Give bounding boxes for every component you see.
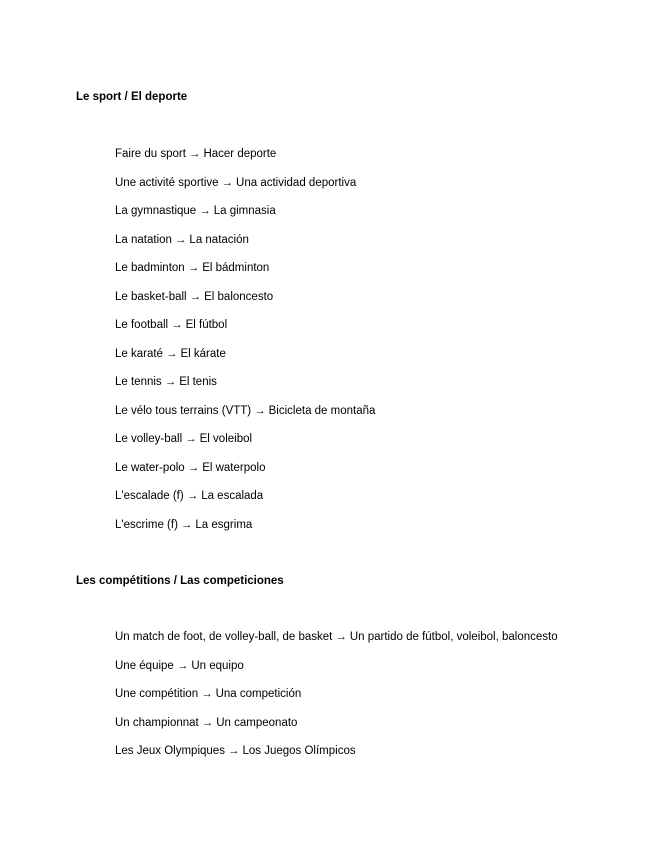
arrow: → xyxy=(164,376,177,388)
arrow: → xyxy=(187,461,200,474)
spanish-term: La gimnasia xyxy=(213,205,276,217)
arrow: → xyxy=(186,490,199,502)
arrow: → xyxy=(171,319,183,331)
spanish-term: Los Juegos Olímpicos xyxy=(242,745,356,757)
list-item xyxy=(115,176,375,205)
french-term: Une équipe xyxy=(115,659,174,672)
arrow: → xyxy=(335,631,347,643)
spanish-term: El fútbol xyxy=(185,319,228,331)
arrow: → xyxy=(187,262,200,274)
arrow: → xyxy=(221,176,234,189)
section-heading-sport: Le sport / El deporte xyxy=(76,91,188,103)
arrow: → xyxy=(201,716,214,729)
arrow: → xyxy=(176,659,189,672)
french-term: Un match de foot, de volley-ball, de basket xyxy=(115,631,333,643)
french-term: Une activité sportive xyxy=(115,176,219,189)
list-item xyxy=(115,318,375,347)
french-term: L'escalade (f) xyxy=(115,490,184,502)
list-item xyxy=(115,687,558,716)
spanish-term: Una competición xyxy=(215,688,302,700)
arrow: → xyxy=(189,290,202,303)
spanish-term: El waterpolo xyxy=(202,461,266,474)
french-term: Le badminton xyxy=(115,262,185,274)
list-item xyxy=(115,432,375,461)
list-item xyxy=(115,404,375,433)
spanish-term: Un campeonato xyxy=(216,716,298,729)
arrow: → xyxy=(174,233,187,246)
french-term: L'escrime (f) xyxy=(115,518,178,531)
french-term: Le water-polo xyxy=(115,461,185,474)
arrow: → xyxy=(254,404,266,417)
spanish-term: El bádminton xyxy=(202,262,270,274)
list-item xyxy=(115,204,375,233)
vocabulary-list-competitions xyxy=(115,630,558,773)
spanish-term: El kárate xyxy=(180,347,226,360)
french-term: Le tennis xyxy=(115,376,162,388)
spanish-term: Un equipo xyxy=(191,659,244,672)
list-item xyxy=(115,290,375,319)
arrow: → xyxy=(188,148,201,160)
french-term: La gymnastique xyxy=(115,205,197,217)
list-item xyxy=(115,375,375,404)
spanish-term: La esgrima xyxy=(195,518,253,531)
arrow: → xyxy=(185,433,197,445)
spanish-term: Una actividad deportiva xyxy=(236,176,357,189)
french-term: Le volley-ball xyxy=(115,433,183,445)
list-item xyxy=(115,659,558,688)
spanish-term: La natación xyxy=(189,233,249,246)
section-heading-competitions: Les compétitions / Las competiciones xyxy=(76,575,284,587)
list-item xyxy=(115,233,375,262)
spanish-term: El voleibol xyxy=(199,433,253,445)
arrow: → xyxy=(201,688,213,700)
list-item xyxy=(115,147,375,176)
french-term: Le basket-ball xyxy=(115,290,187,303)
arrow: → xyxy=(180,518,193,531)
list-item xyxy=(115,630,558,659)
arrow: → xyxy=(165,347,178,360)
arrow: → xyxy=(227,745,240,757)
french-term: Une compétition xyxy=(115,688,199,700)
vocabulary-list-sport xyxy=(115,147,375,546)
list-item xyxy=(115,489,375,518)
french-term: La natation xyxy=(115,233,172,246)
spanish-term: Un partido de fútbol, voleibol, baloncesto xyxy=(349,631,558,643)
list-item xyxy=(115,716,558,745)
list-item xyxy=(115,347,375,376)
spanish-term: El baloncesto xyxy=(204,290,274,303)
list-item xyxy=(115,518,375,547)
french-term: Le vélo tous terrains (VTT) xyxy=(115,404,252,417)
french-term: Faire du sport xyxy=(115,148,186,160)
list-item xyxy=(115,261,375,290)
french-term: Le karaté xyxy=(115,347,163,360)
spanish-term: La escalada xyxy=(201,490,264,502)
spanish-term: Bicicleta de montaña xyxy=(268,404,376,417)
list-item xyxy=(115,461,375,490)
spanish-term: El tenis xyxy=(179,376,217,388)
french-term: Un championnat xyxy=(115,716,199,729)
list-item xyxy=(115,744,558,773)
spanish-term: Hacer deporte xyxy=(203,148,277,160)
arrow: → xyxy=(199,205,211,217)
french-term: Le football xyxy=(115,319,169,331)
french-term: Les Jeux Olympiques xyxy=(115,745,225,757)
